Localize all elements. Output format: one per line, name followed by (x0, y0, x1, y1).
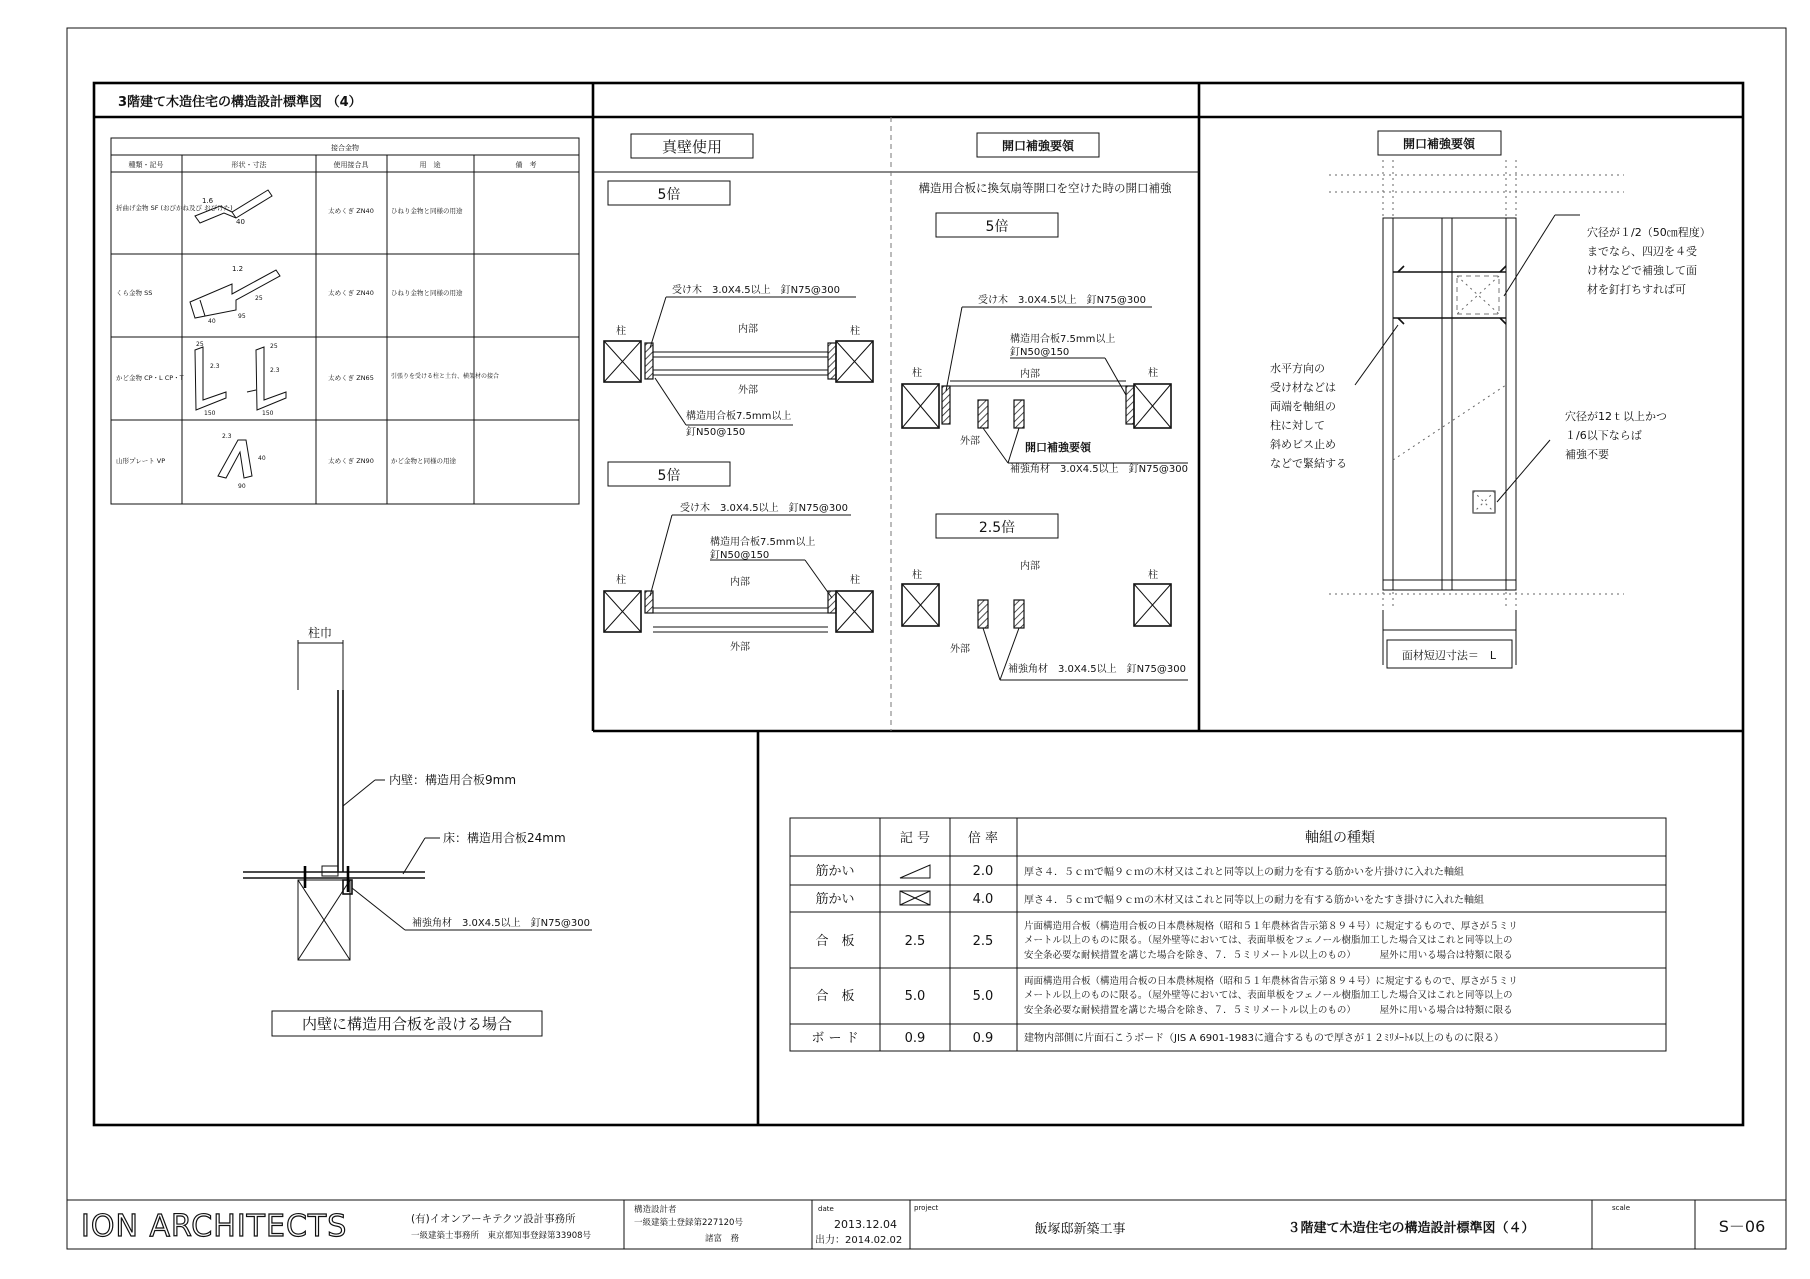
drawing-label: 5倍 (985, 219, 1009, 235)
drawing-label: (有)イオンアーキテクツ設計事務所 (411, 1213, 576, 1225)
drawing-label: 0.9 (972, 1031, 994, 1046)
kaikou-title: 開口補強要領 (1001, 139, 1075, 153)
drawing-label: 厚さ４．５ｃｍで幅９ｃｍの木材又はこれと同等以上の耐力を有する筋かいをたすき掛けに入れた軸組 (1024, 895, 1484, 906)
hardware-table (111, 138, 579, 504)
drawing-linework (645, 343, 653, 379)
drawing-label: 柱に対して (1270, 419, 1325, 432)
drawing-label: 安全条必要な耐候措置を講じた場合を除き、７．５ミリメートル以上のもの） 屋外に用いる場合は特類に限る (1024, 1005, 1513, 1016)
drawing-linework (650, 297, 666, 348)
hw-kind-1: くら金物 SS (116, 289, 153, 297)
drawing-linework (195, 347, 226, 410)
drawing-linework (1393, 385, 1506, 460)
drawing-label: ３階建て木造住宅の構造設計標準図（４） (1287, 1221, 1535, 1236)
hw-header-4: 備 考 (515, 161, 537, 169)
hw-fastener-0: 太めくぎ ZN40 (328, 207, 374, 215)
drawing-label: 2.3 (210, 363, 220, 370)
hardware-caption: 接合金物 (331, 144, 359, 152)
drawing-label: 穴径が１/2（50㎝程度） (1587, 226, 1711, 239)
drawing-label: 25 (196, 341, 204, 348)
drawing-linework (1473, 491, 1495, 513)
drawing-label: メートル以上のものに限る。（屋外壁等においては、表面単板をフェノール樹脂加工した場合又はこれと同等以上の (1024, 990, 1513, 1001)
shinkabe-d2-ratio: 5倍 (657, 468, 681, 484)
hw-kind-0: 折曲げ金物 SF (おびかね及び おびけた) (116, 204, 233, 212)
hw-header-2: 使用接合具 (333, 161, 369, 169)
drawing-label: 材を釘打ちすれば可 (1587, 283, 1686, 296)
hw-kind-2: かど金物 CP・L CP・T (116, 374, 184, 382)
drawing-label: 5.0 (904, 989, 926, 1004)
panel-short-side-dim: 面材短辺寸法＝ L (1401, 649, 1497, 662)
drawing-label: 柱 (1148, 570, 1158, 581)
drawing-label: 柱 (1148, 368, 1158, 379)
drawing-label: 諸富 務 (705, 1234, 740, 1244)
drawing-label: 内部 (730, 577, 750, 588)
hw-use-2: 引張りを受ける柱と土台、横架材の接合 (391, 373, 500, 380)
drawing-linework (1473, 491, 1495, 513)
drawing-label: 構造用合板7.5mm以上 (1010, 334, 1116, 345)
drawing-label: 柱 (850, 575, 860, 586)
drawing-label: 外部 (950, 644, 970, 655)
drawing-label: 内部 (1020, 369, 1040, 380)
drawing-label: け材などで補強して面 (1587, 264, 1697, 277)
drawing-label: 柱 (912, 368, 922, 379)
drawing-label: 内部 (1020, 561, 1040, 572)
drawing-linework (942, 386, 950, 424)
drawing-linework (218, 440, 252, 478)
shinkabe-panel (593, 117, 1199, 731)
drawing-label: 両面構造用合板（構造用合板の日本農林規格（昭和５１年農林省告示第８９４号）に規定するもので、厚さが５ミリ (1024, 976, 1518, 987)
drawing-linework (1014, 400, 1024, 428)
drawing-label: 受け木 3.0X4.5以上 釘N75@300 (978, 295, 1146, 306)
drawing-label: 構造用合板7.5mm以上 (710, 537, 816, 548)
drawing-linework (655, 378, 686, 425)
drawing-label: 片面構造用合板（構造用合板の日本農林規格（昭和５１年農林省告示第８９４号）に規定するもので、厚さが５ミリ (1024, 921, 1518, 932)
drawing-label: 2.3 (270, 367, 280, 374)
drawing-linework (1383, 218, 1516, 590)
drawing-label: 柱 (912, 570, 922, 581)
drawing-linework (1473, 491, 1495, 513)
drawing-label: 150 (262, 410, 274, 417)
wall-section-caption: 内壁に構造用合板を設ける場合 (301, 1015, 513, 1033)
drawing-label: 水平方向の (1270, 362, 1325, 375)
drawing-linework (828, 343, 836, 379)
inner-wall-label: 内壁：構造用合板9mm (389, 773, 517, 787)
drawing-label: 2.5倍 (978, 520, 1016, 536)
drawing-label: 内部 (738, 324, 758, 335)
shinkabe-d2-ukegi: 受け木 3.0X4.5以上 釘N75@300 (680, 503, 848, 514)
drawing-label: 記 号 (899, 831, 931, 846)
drawing-label: 補強角材 3.0X4.5以上 釘N75@300 (1008, 664, 1186, 675)
drawing-label: 25 (255, 295, 263, 302)
drawing-label: 建物内部側に片面石こうボード（JIS A 6901-1983に適合するもので厚さが１２ﾐﾘﾒｰﾄﾙ以上のものに限る） (1024, 1033, 1504, 1044)
drawing-linework (1398, 266, 1404, 324)
main-frame (94, 83, 1743, 1125)
hw-sketch-ss (190, 265, 280, 325)
drawing-label: 開口補強要領 (1025, 441, 1091, 454)
drawing-label: 一級建築士事務所 東京都知事登録第33908号 (411, 1231, 592, 1241)
drawing-label: 5.0 (972, 989, 994, 1004)
drawing-label: 外部 (730, 642, 750, 653)
drawing-linework (111, 138, 579, 504)
drawing-label: 軸組の種類 (1305, 830, 1375, 846)
header-title: 3階建て木造住宅の構造設計標準図 （4） (118, 95, 362, 110)
drawing-label: 構造用合板7.5mm以上 (686, 411, 792, 422)
drawing-label: までなら、四辺を４受 (1587, 245, 1697, 258)
drawing-label: 合 板 (815, 989, 855, 1004)
drawing-label: ボ ー ド (811, 1031, 859, 1046)
logo: ION ARCHITECTS (81, 1209, 348, 1244)
drawing-label: 2.5 (904, 934, 926, 949)
drawing-label: メートル以上のものに限る。（屋外壁等においては、表面単板をフェノール樹脂加工した場合又はこれと同等以上の (1024, 935, 1513, 946)
drawing-linework (650, 515, 672, 596)
drawing-linework (403, 838, 425, 874)
drawing-label: 40 (236, 218, 245, 226)
drawing-label: 外部 (960, 436, 980, 447)
drawing-linework (256, 347, 286, 410)
drawing-label: 合 板 (815, 934, 855, 949)
drawing-label: scale (1612, 1204, 1631, 1212)
drawing-label: 25 (270, 343, 278, 350)
drawing-label: 構造設計者 (634, 1205, 677, 1215)
drawing-label: 2.0 (972, 864, 994, 879)
drawing-label: 筋かい (815, 864, 855, 879)
drawing-label: 40 (258, 455, 266, 462)
kaikou-desc: 構造用合板に換気扇等開口を空けた時の開口補強 (918, 181, 1172, 195)
hw-fastener-1: 太めくぎ ZN40 (328, 289, 374, 297)
drawing-label: 補強角材 3.0X4.5以上 釘N75@300 (1010, 464, 1188, 475)
drawing-linework (1504, 215, 1555, 296)
hw-use-3: かど金物と同様の用途 (391, 457, 456, 465)
title-block (81, 1200, 1765, 1249)
drawing-label: 両端を軸組の (1270, 400, 1336, 413)
drawing-label: 出力：2014.02.02 (815, 1235, 903, 1246)
drawing-linework (983, 628, 1000, 680)
elevation-panel (1270, 131, 1711, 668)
drawing-label: 2.3 (222, 433, 232, 440)
drawing-linework (343, 780, 375, 806)
drawing-label: 4.0 (972, 892, 994, 907)
drawing-label: 2013.12.04 (834, 1218, 897, 1231)
column-width-label: 柱巾 (307, 626, 333, 640)
drawing-label: 飯塚邸新築工事 (1034, 1222, 1126, 1237)
drawing-label: 1.2 (232, 265, 244, 273)
hw-fastener-3: 太めくぎ ZN90 (328, 457, 374, 465)
hw-use-0: ひねり金物と同様の用途 (391, 207, 463, 215)
drawing-label: 開口補強要領 (1402, 137, 1476, 151)
drawing-linework (94, 83, 1743, 1125)
drawing-label: 1.6 (202, 197, 214, 205)
drawing-linework (983, 428, 1008, 463)
drawing-label: 倍 率 (967, 831, 999, 846)
axial-table (790, 818, 1666, 1051)
drawing-label: 90 (238, 483, 246, 490)
drawing-label: １/6以下ならば (1565, 429, 1642, 442)
drawing-linework (1014, 600, 1024, 628)
drawing-label: 柱 (616, 326, 626, 337)
drawing-linework (247, 390, 256, 392)
drawing-label: 斜めビス止め (1270, 438, 1336, 451)
hw-sketch-cp (195, 341, 286, 417)
drawing-linework (946, 307, 962, 391)
kaikou-panel (902, 133, 1188, 680)
shinkabe-d1-ratio: 5倍 (657, 187, 681, 203)
drawing-label: 補強不要 (1565, 448, 1609, 461)
drawing-label: 2.5 (972, 934, 994, 949)
drawing-label: 受け材などは (1270, 381, 1336, 394)
drawing-label: 釘N50@150 (710, 550, 770, 561)
drawing-linework (1497, 440, 1550, 502)
drawing-label: 柱 (850, 326, 860, 337)
single-brace-symbol (900, 865, 930, 878)
hw-header-0: 種類・記号 (128, 161, 164, 169)
drawing-linework (352, 888, 405, 930)
hw-header-1: 形状・寸法 (231, 161, 267, 169)
shinkabe-title: 真壁使用 (661, 138, 723, 156)
hw-sketch-vp (218, 433, 266, 490)
drawing-label: 一級建築士登録第227120号 (634, 1218, 743, 1228)
sheet-number: S－06 (1718, 1217, 1766, 1236)
drawing-label: 穴径が12ｔ以上かつ (1565, 410, 1667, 423)
drawing-linework (1008, 428, 1019, 463)
drawing-label: 安全条必要な耐候措置を講じた場合を除き、７．５ミリメートル以上のもの） 屋外に用いる場合は特類に限る (1024, 950, 1513, 961)
drawing-linework (645, 591, 653, 613)
hw-use-1: ひねり金物と同様の用途 (391, 289, 463, 297)
drawing-label: 釘N50@150 (1010, 347, 1070, 358)
wall-section-detail (243, 625, 592, 1036)
drawing-linework (805, 560, 832, 598)
drawing-linework (978, 400, 988, 428)
drawing-label: date (818, 1205, 834, 1213)
drawing-label: 外部 (738, 385, 758, 396)
drawing-linework (978, 600, 988, 628)
drawing-linework (1126, 386, 1134, 424)
drawing-linework (1105, 358, 1126, 395)
brace-label: 補強角材 3.0X4.5以上 釘N75@300 (412, 918, 590, 929)
drawing-label: 150 (204, 410, 216, 417)
drawing-label: 0.9 (904, 1031, 926, 1046)
hw-kind-3: 山形プレート VP (116, 457, 166, 465)
drawing-label: 筋かい (815, 892, 855, 907)
floor-label: 床：構造用合板24mm (443, 831, 566, 845)
drawing-label: 40 (208, 318, 216, 325)
drawing-linework (200, 300, 205, 316)
drawing-label: 95 (238, 313, 246, 320)
hw-fastener-2: 太めくぎ ZN65 (328, 374, 374, 382)
shinkabe-d1-ukegi: 受け木 3.0X4.5以上 釘N75@300 (672, 285, 840, 296)
drawing-label: などで緊結する (1270, 457, 1347, 470)
cross-brace-symbol (900, 891, 930, 905)
hw-header-3: 用 途 (419, 161, 441, 169)
drawing-linework (322, 866, 338, 876)
drawing-linework (1355, 325, 1398, 385)
drawing-label: project (914, 1204, 939, 1212)
drawing-label: 厚さ４．５ｃｍで幅９ｃｍの木材又はこれと同等以上の耐力を有する筋かいを片掛けに入れた軸組 (1024, 867, 1464, 878)
drawing-label: 柱 (616, 575, 626, 586)
drawing-label: 釘N50@150 (686, 427, 746, 438)
